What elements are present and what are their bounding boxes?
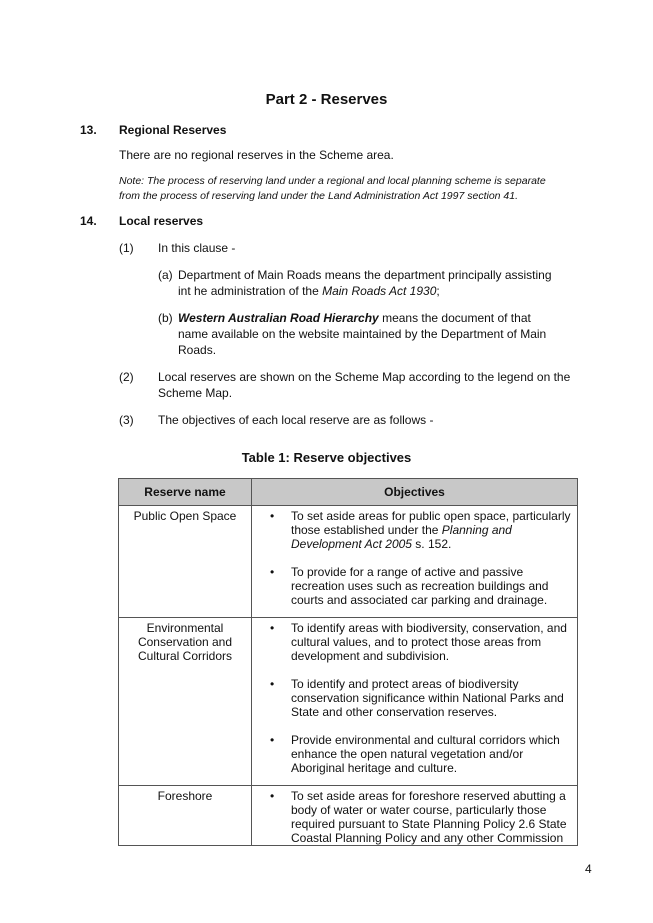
item-a-line2 [178,283,440,299]
reserve-objectives-table [118,478,578,846]
subclause-3-text: The objectives of each local reserve are as follows - [158,413,434,427]
objective-text: Provide environmental and cultural corridors which enhance the open natural vegetation and/or Aboriginal heritage and culture. [291,733,560,775]
item-a-line2-act: Main Roads Act 1930 [322,284,437,298]
objectives-list [252,509,577,607]
objectives-list [252,621,577,775]
reserve-name-cell [119,618,252,786]
subclause-1-text: In this clause - [158,241,236,255]
table-header-row [119,479,578,506]
reserve-name-cell [119,786,252,846]
section-14-number: 14. [80,214,97,228]
reserve-name: Foreshore [157,789,213,803]
section-14-heading: Local reserves [119,214,204,228]
subclause-2-number: (2) [119,370,134,384]
subclause-3-number: (3) [119,413,134,427]
table-row [119,786,578,846]
objective-text-end: s. 152. [411,537,452,551]
page-title: Part 2 - Reserves [265,91,388,108]
reserve-name: Public Open Space [133,509,237,523]
item-b-line1-rest: means the document of that [378,311,531,325]
objective-text: To identify and protect areas of biodiversity conservation significance within National Parks and State and other conservation reserves. [291,677,564,719]
bullet-icon: • [270,789,275,803]
objectives-cell [252,786,578,846]
item-b-line2: name available on the website maintained by the Department of Main [178,327,547,341]
bullet-icon: • [270,509,275,523]
objective-item [252,565,577,607]
subclause-1-number: (1) [119,241,134,255]
table-row [119,618,578,786]
objectives-list [252,789,577,845]
bullet-icon: • [270,565,275,579]
subclause-2-line1: Local reserves are shown on the Scheme Map according to the legend on the [158,370,571,384]
objective-item [252,789,577,845]
header-reserve-name: Reserve name [119,479,252,506]
objective-act-title: Planning and Development Act 2005 [291,523,512,551]
section-13-heading: Regional Reserves [119,123,227,137]
item-a-line2-start: int he administration of the [178,284,323,298]
item-b-line3: Roads. [178,343,217,357]
item-a-label: (a) [158,268,173,282]
item-b-term: Western Australian Road Hierarchy [178,311,379,325]
page-number: 4 [585,862,592,876]
bullet-icon: • [270,677,275,691]
header-objectives: Objectives [252,479,578,506]
objective-item [252,677,577,719]
objective-item [252,733,577,775]
item-b-label: (b) [158,311,173,325]
item-a-line2-end: ; [436,284,440,298]
bullet-icon: • [270,621,275,635]
section-13-note-line1: Note: The process of reserving land under a regional and local planning scheme is separate [119,175,546,187]
objective-text: To set aside areas for public open space, particularly those established under the [291,509,571,537]
objective-text: To identify areas with biodiversity, conservation, and cultural values, and to protect those areas from development and subdivision. [291,621,567,663]
objectives-cell [252,618,578,786]
objective-text: To provide for a range of active and passive recreation uses such as recreation buildings and courts and associated car parking and drainage. [291,565,549,607]
bullet-icon: • [270,733,275,747]
objective-text: To set aside areas for foreshore reserved abutting a body of water or water course, particularly those required pursuant to State Planning Policy 2.6 State Coastal Planning Policy and any other Commission [291,789,567,845]
table-title: Table 1: Reserve objectives [241,450,412,465]
objective-item [252,509,577,551]
item-b-line1 [178,310,531,326]
item-a-line1: Department of Main Roads means the department principally assisting [178,268,552,282]
reserve-name: Environmental Conservation and Cultural Corridors [137,621,233,663]
subclause-2-line2: Scheme Map. [158,386,233,400]
section-13-number: 13. [80,123,97,137]
reserve-name-cell [119,506,252,618]
section-13-text: There are no regional reserves in the Scheme area. [119,148,394,162]
objectives-cell [252,506,578,618]
table-row [119,506,578,618]
section-13-note-line2: from the process of reserving land under the Land Administration Act 1997 section 41. [119,190,519,202]
objective-item [252,621,577,663]
